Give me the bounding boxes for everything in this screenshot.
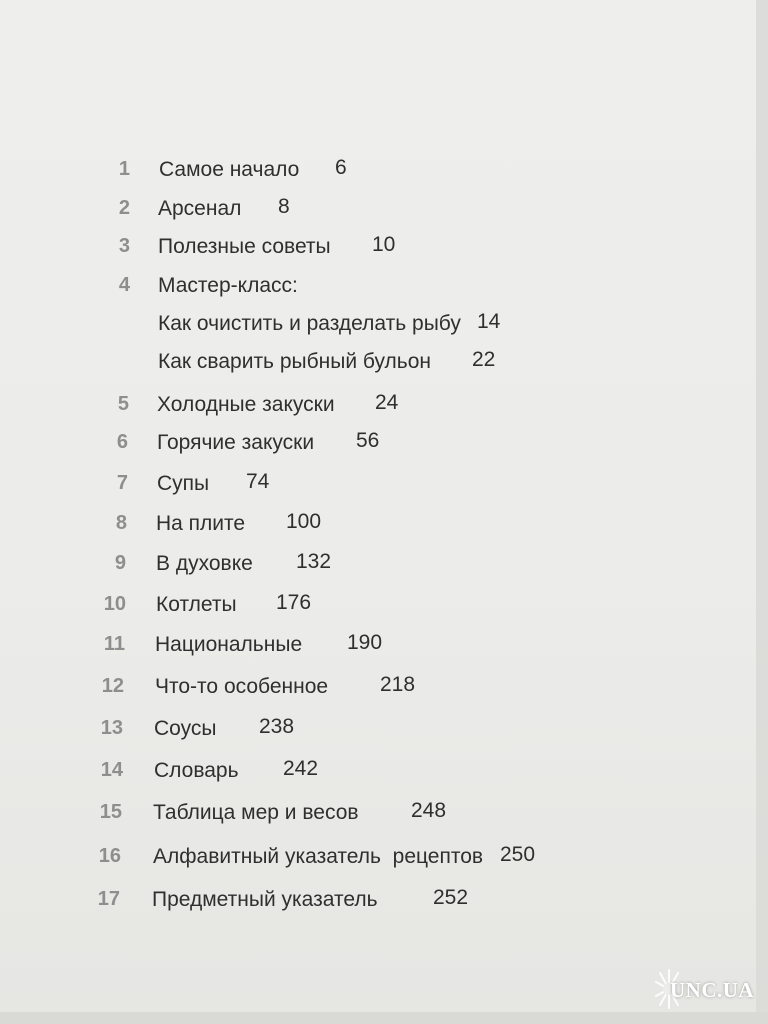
chapter-number: 11 [103,633,125,655]
chapter-number: 15 [99,801,122,823]
chapter-number: 5 [117,393,129,415]
chapter-number: 9 [114,552,126,574]
chapter-title: Самое начало [159,158,300,181]
chapter-title: Соусы [154,717,217,740]
chapter-number: 10 [103,593,126,615]
chapter-number: 6 [116,431,128,453]
chapter-title: Горячие закуски [157,431,315,454]
chapter-title: Что-то особенное [155,675,329,698]
page-number: 252 [433,886,469,909]
chapter-title: В духовке [156,552,253,575]
section-title: Как сварить рыбный бульон [158,350,431,373]
chapter-number: 7 [116,472,128,494]
chapter-number: 4 [118,274,130,296]
page-number: 218 [380,673,416,696]
page-number: 74 [246,470,270,493]
page-number: 8 [278,195,290,218]
page-number: 56 [356,429,380,452]
page-number: 22 [472,348,496,371]
chapter-title: Словарь [154,759,239,782]
page-edge [756,0,768,1012]
chapter-title: Супы [157,472,210,495]
section-title: Как очистить и разделать рыбу [158,312,461,335]
page-number: 24 [375,391,399,414]
page-number: 100 [286,510,322,533]
chapter-title: Национальные [155,633,303,656]
chapter-title: Арсенал [158,197,242,220]
chapter-number: 2 [118,197,130,219]
chapter-number: 16 [98,845,121,867]
chapter-title: Таблица мер и весов [153,801,359,824]
chapter-title: Котлеты [156,593,237,616]
watermark-text: UNC.UA [670,978,755,1002]
page-number: 190 [347,631,383,654]
page-number: 248 [411,799,447,822]
chapter-title: Мастер-класс: [158,274,298,297]
chapter-title: Предметный указатель [152,888,378,911]
chapter-number: 8 [115,512,127,534]
chapter-title: На плите [156,512,246,535]
watermark [654,964,764,1014]
chapter-number: 13 [100,717,123,739]
table-surface [0,1012,768,1024]
page-number: 250 [500,843,536,866]
chapter-number: 14 [100,759,123,781]
chapter-title: Алфавитный указатель рецептов [153,845,484,868]
chapter-number: 3 [118,235,130,257]
page-number: 132 [296,550,332,573]
chapter-title: Холодные закуски [157,393,335,416]
page-number: 6 [335,156,347,179]
page-number: 176 [276,591,312,614]
page-number: 10 [372,233,396,256]
page-number: 14 [477,310,501,333]
chapter-title: Полезные советы [158,235,331,258]
page-number: 242 [283,757,319,780]
chapter-number: 17 [97,888,120,910]
page-number: 238 [259,715,295,738]
chapter-number: 12 [101,675,124,697]
chapter-number: 1 [118,158,130,180]
